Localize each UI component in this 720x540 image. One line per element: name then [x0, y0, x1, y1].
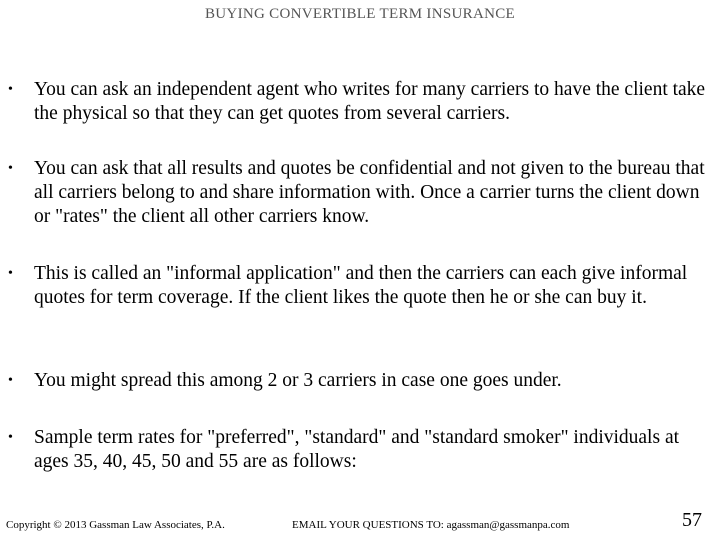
bullet-marker: •	[8, 430, 13, 445]
bullet-item	[8, 426, 714, 474]
bullet-text: You might spread this among 2 or 3 carriers in case one goes under.	[34, 370, 562, 391]
bullet-marker: •	[8, 373, 13, 388]
bullet-text: You can ask that all results and quotes be confidential and not given to the bureau that all carriers belong to and share information with. Once a carrier turns the client down or "rates" the client all other carriers know.	[34, 158, 705, 227]
page-number: 57	[682, 509, 702, 531]
bullet-item	[8, 369, 714, 393]
bullet-item	[8, 157, 714, 229]
bullet-text: You can ask an independent agent who writes for many carriers to have the client take the physical so that they can get quotes from several carriers.	[34, 79, 706, 124]
bullet-text: Sample term rates for "preferred", "standard" and "standard smoker" individuals at ages 35, 40, 45, 50 and 55 are as follows:	[34, 427, 680, 472]
footer-email: EMAIL YOUR QUESTIONS TO: agassman@gassmanpa.com	[292, 519, 570, 531]
bullet-item	[8, 262, 714, 310]
bullet-text: This is called an "informal application" and then the carriers can each give informal quotes for term coverage. If the client likes the quote then he or she can buy it.	[34, 263, 688, 308]
bullet-marker: •	[8, 82, 13, 97]
bullet-item	[8, 78, 714, 126]
bullet-marker: •	[8, 266, 13, 281]
bullet-marker: •	[8, 161, 13, 176]
footer-copyright: Copyright © 2013 Gassman Law Associates, P.A.	[6, 519, 225, 531]
slide-title: BUYING CONVERTIBLE TERM INSURANCE	[205, 6, 515, 22]
